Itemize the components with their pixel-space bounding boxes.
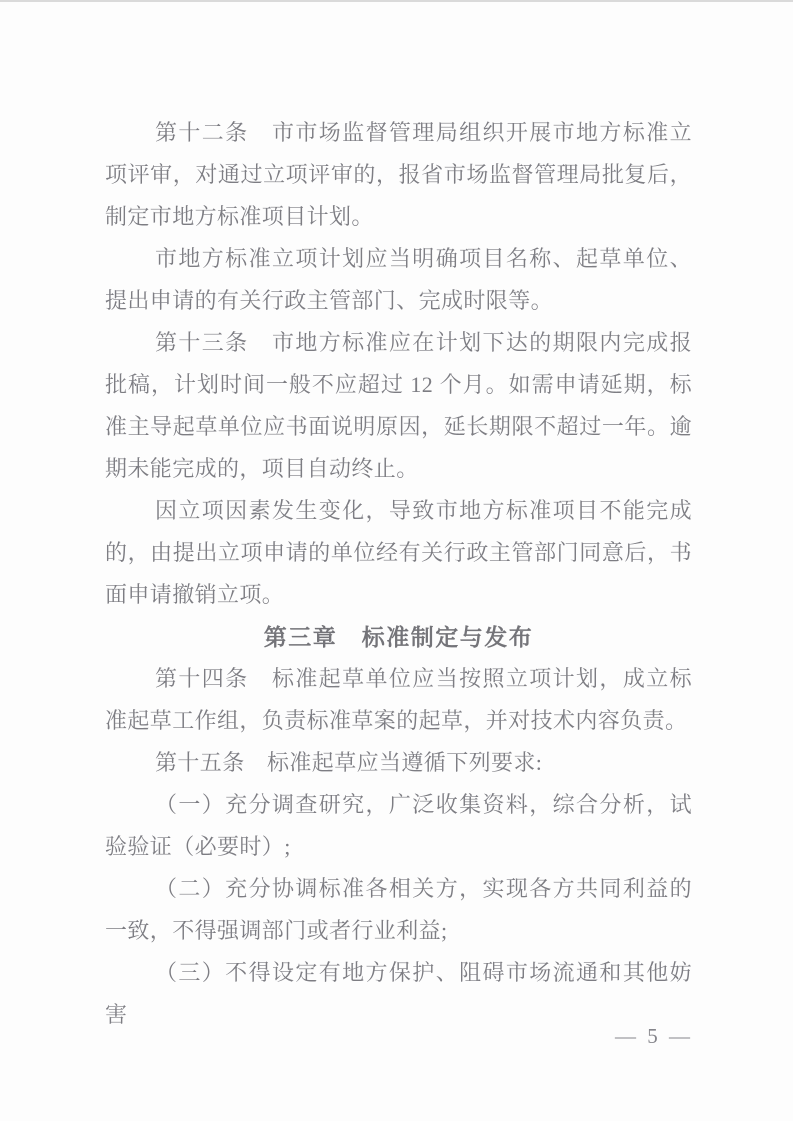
paragraph-article-15-item-3: （三）不得设定有地方保护、阻碍市场流通和其他妨害 <box>105 960 692 1027</box>
page-number: — 5 — <box>615 1024 693 1048</box>
paragraph-article-15-item-1: （一）充分调查研究，广泛收集资料，综合分析，试验验证（必要时）; <box>105 792 692 859</box>
document-body <box>105 112 692 1036</box>
paragraph-article-13: 第十三条 市地方标准应在计划下达的期限内完成报批稿，计划时间一般不应超过 12 个月。如需申请延期，标准主导起草单位应书面说明原因，延长期限不超过一年。逾期未能完成的，项目自动终止。 <box>105 330 692 481</box>
paragraph-article-15-item-2: （二）充分协调标准各相关方，实现各方共同利益的一致，不得强调部门或者行业利益; <box>105 876 692 943</box>
chapter-3-heading: 第三章 标准制定与发布 <box>263 624 534 650</box>
paragraph-article-12: 第十二条 市市场监督管理局组织开展市地方标准立项评审，对通过立项评审的，报省市场监督管理局批复后，制定市地方标准项目计划。 <box>105 120 692 229</box>
scan-artifact-top-edge <box>0 0 793 2</box>
paragraph-article-12-continued: 市地方标准立项计划应当明确项目名称、起草单位、提出申请的有关行政主管部门、完成时限等。 <box>105 246 692 313</box>
paragraph-article-15: 第十五条 标准起草应当遵循下列要求: <box>155 750 543 775</box>
paragraph-article-13-continued: 因立项因素发生变化，导致市地方标准项目不能完成的，由提出立项申请的单位经有关行政主管部门同意后，书面申请撤销立项。 <box>105 498 692 607</box>
paragraph-article-14: 第十四条 标准起草单位应当按照立项计划，成立标准起草工作组，负责标准草案的起草，并对技术内容负责。 <box>105 666 692 733</box>
